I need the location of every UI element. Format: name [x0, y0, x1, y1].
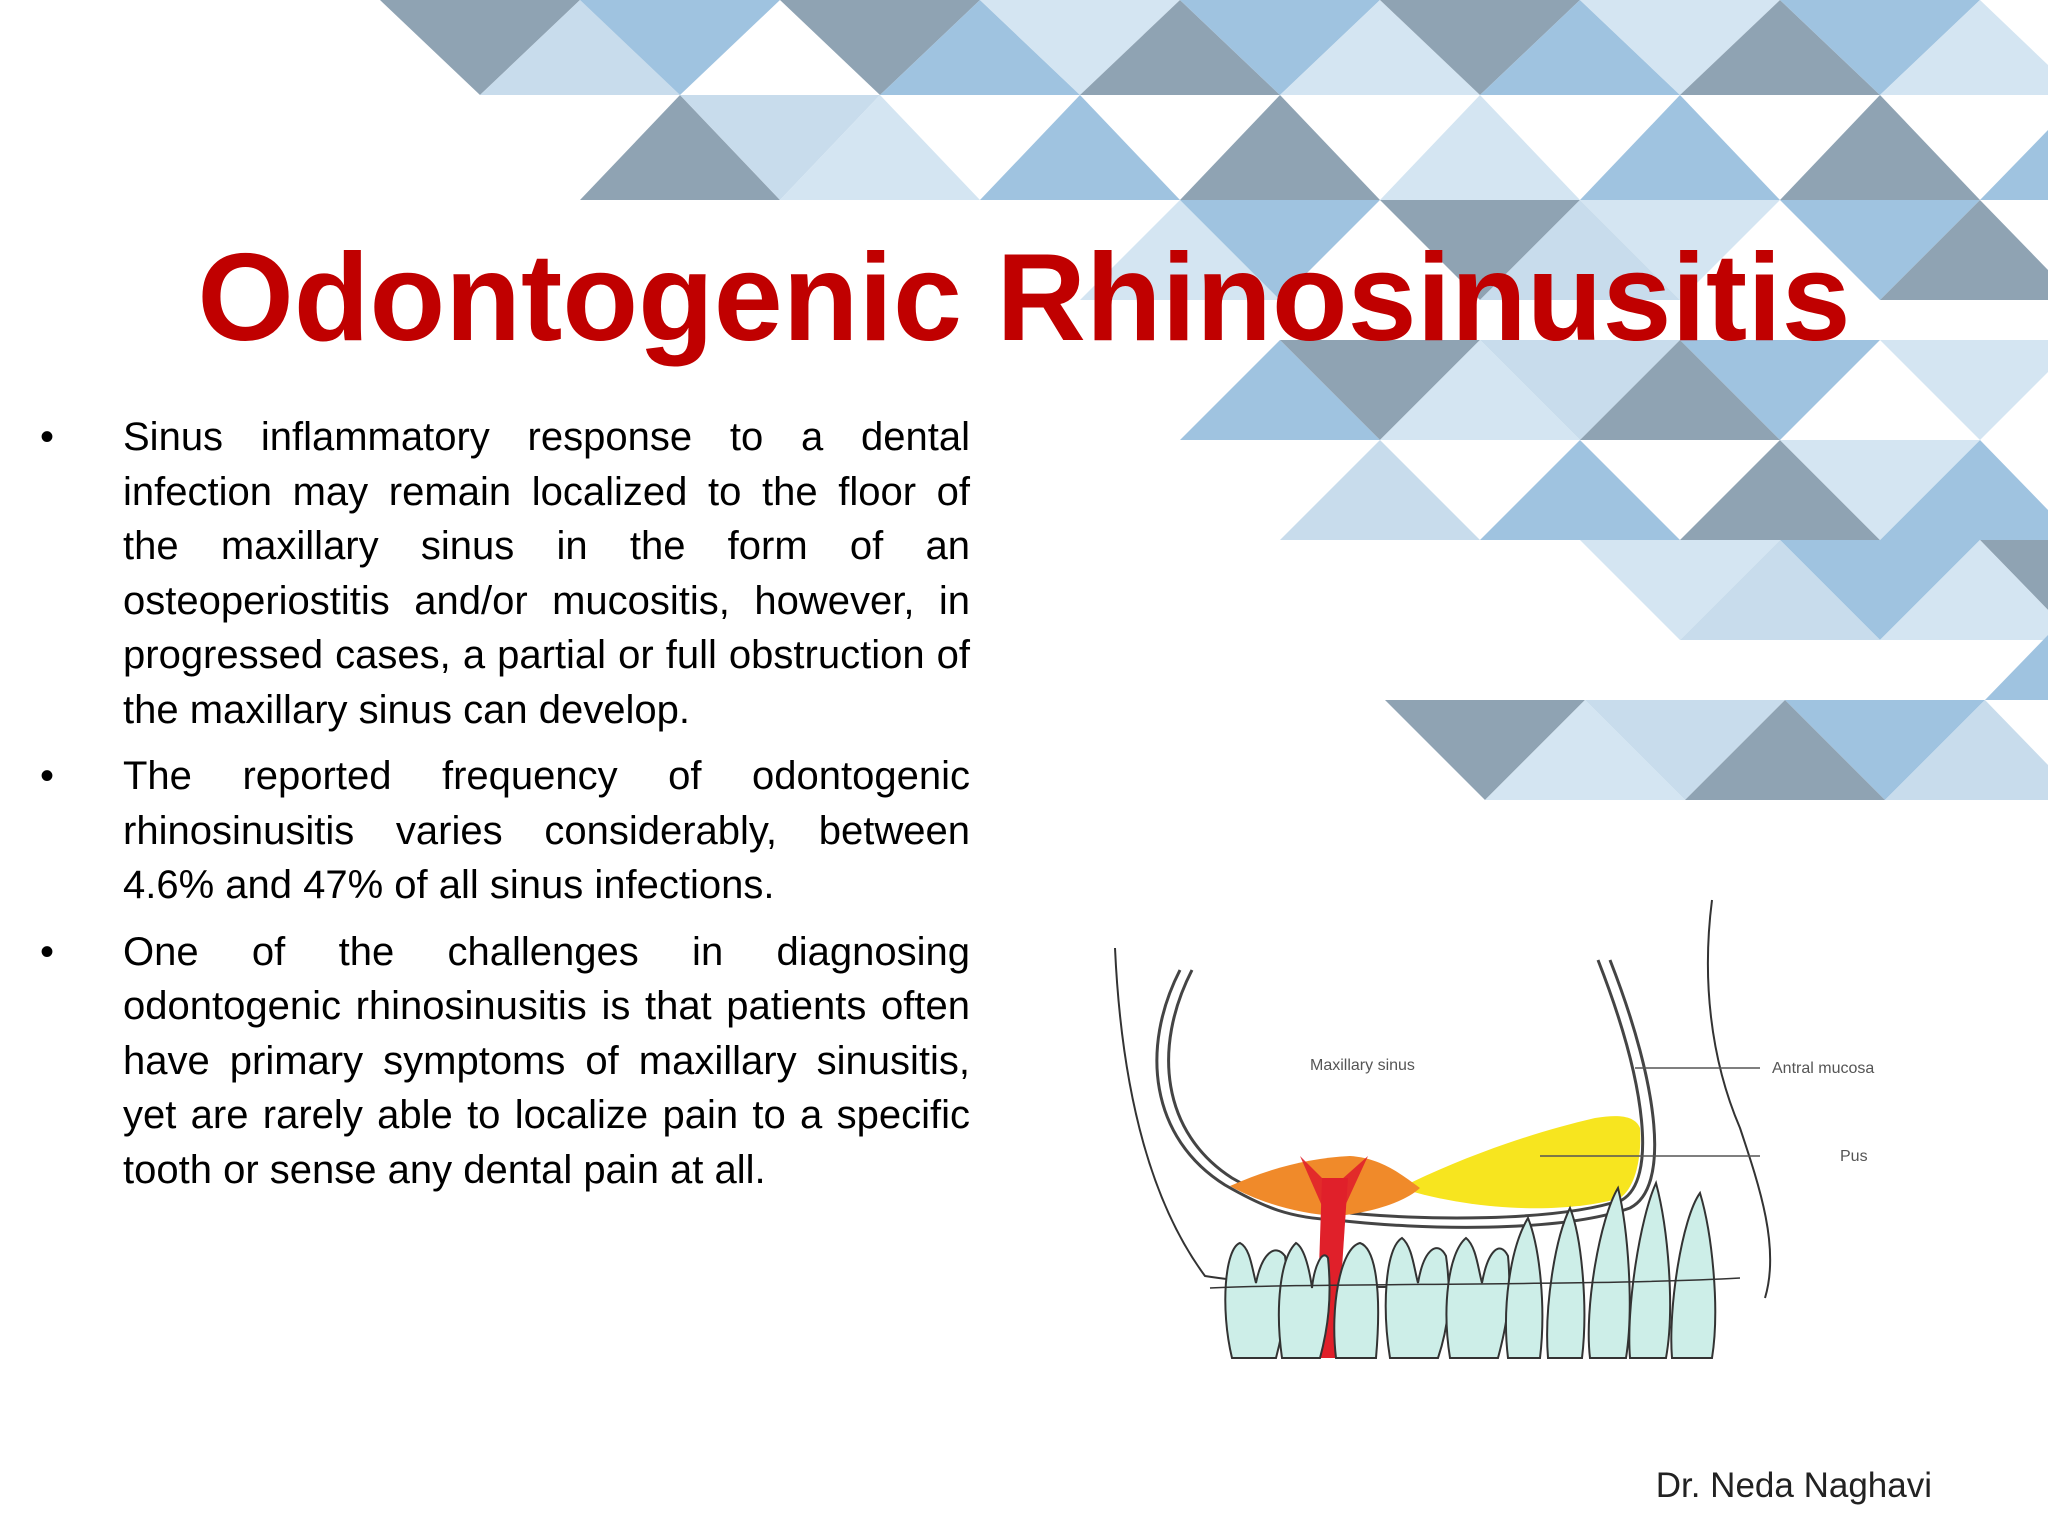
bullet-item — [40, 925, 970, 1198]
label-antral-mucosa: Antral mucosa — [1772, 1060, 1875, 1077]
bullet-item — [40, 410, 970, 737]
right-bone-contour — [1708, 900, 1770, 1298]
bullet-list — [40, 410, 970, 1209]
bullet-text: The reported frequency of odontogenic rhinosinusitis varies considerably, between 4.6% and 47% of all sinus infections. — [123, 754, 970, 907]
label-maxillary-sinus: Maxillary sinus — [1310, 1057, 1415, 1074]
label-pus: Pus — [1840, 1148, 1868, 1165]
bullet-marker: • — [40, 415, 55, 459]
pus-region — [1400, 1116, 1640, 1208]
bullet-text: Sinus inflammatory response to a dental infection may remain localized to the floor of the maxillary sinus in the form of an osteoperiostitis and/or mucositis, however, in progressed cases, a partial or full obstruction of the maxillary sinus can develop. — [123, 415, 970, 732]
bullet-marker: • — [40, 929, 55, 974]
bullet-text: One of the challenges in diagnosing odontogenic rhinosinusitis is that patients often have primary symptoms of maxillary sinusitis, yet are rarely able to localize pain to a specific tooth or sense any dental pain at all. — [123, 929, 970, 1192]
bullet-marker: • — [40, 754, 55, 798]
slide-title: Odontogenic Rhinosinusitis — [197, 229, 1851, 367]
author-credit: Dr. Neda Naghavi — [1655, 1466, 1932, 1505]
bullet-item — [40, 749, 970, 913]
maxillary-sinus-diagram — [1100, 888, 1920, 1398]
